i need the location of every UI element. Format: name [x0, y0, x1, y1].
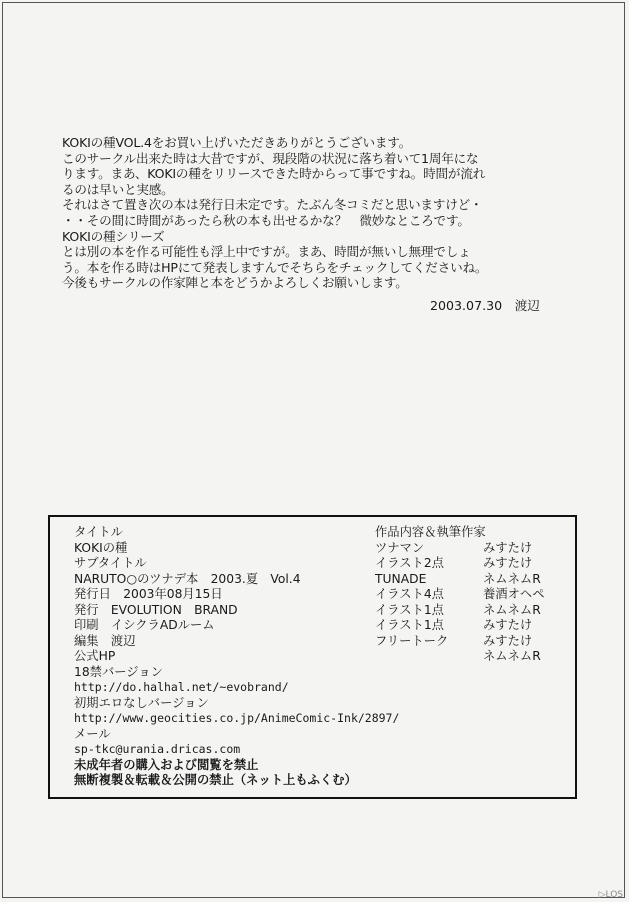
afterword-text — [62, 135, 562, 291]
credit-row — [375, 603, 575, 619]
mail-label: メール — [74, 726, 111, 741]
afterword-line: KOKIの種シリーズ — [62, 228, 165, 244]
credit-row — [375, 556, 575, 572]
notice-minors: 未成年者の購入および閲覧を禁止 — [74, 757, 259, 772]
credit-role: イラスト1点 — [375, 602, 444, 617]
credits-header: 作品内容＆執筆作家 — [375, 525, 486, 539]
book-title: KOKIの種 — [74, 540, 128, 555]
credit-row — [375, 572, 575, 588]
publisher: 発行 EVOLUTION BRAND — [74, 602, 238, 617]
afterword-line: るのは早いと実感。 — [62, 181, 174, 197]
credit-name: みすたけ — [483, 633, 533, 648]
afterword-line: KOKIの種VOL.4をお買い上げいただきありがとうございます。 — [62, 135, 412, 150]
editor: 編集 渡辺 — [74, 633, 136, 648]
issue-date: 発行日 2003年08月15日 — [74, 587, 223, 601]
afterword-line: とは別の本を作る可能性も浮上中ですが。まあ、時間が無いし無理でしょ — [62, 244, 471, 260]
credit-row — [375, 634, 575, 650]
subtitle-label: サブタイトル — [74, 556, 147, 570]
credit-role: TUNADE — [375, 571, 427, 586]
credits-list — [375, 525, 575, 665]
credit-role — [375, 649, 483, 665]
title-label: タイトル — [74, 525, 123, 539]
credit-name: ネムネムR — [483, 571, 541, 586]
credit-name: 養酒オヘペ — [483, 587, 545, 601]
colophon-info — [74, 525, 404, 789]
afterword-line: ります。まあ、KOKIの種をリリースできた時からって事ですね。時間が流れ — [62, 166, 486, 182]
credit-role: ツナマン — [375, 540, 425, 555]
credit-name: みすたけ — [483, 618, 533, 632]
credit-row — [375, 649, 575, 665]
afterword-line: このサークル出来た時は大昔ですが、現段階の状況に落ち着いて1周年にな — [62, 150, 479, 166]
credit-role: イラスト4点 — [375, 587, 444, 601]
afterword-line: ・・その間に時間があったら秋の本も出せるかな？ 微妙なところです。 — [62, 212, 470, 228]
allages-url[interactable]: http://www.geocities.co.jp/AnimeComic-Ink/2897/ — [74, 711, 400, 725]
afterword-signature: 2003.07.30 渡辺 — [430, 298, 540, 313]
credit-name: ネムネムR — [483, 602, 541, 617]
watermark-logo: ▷LOS — [598, 890, 623, 900]
credit-row — [375, 618, 575, 634]
book-subtitle: NARUTO○のツナデ本 2003.夏 Vol.4 — [74, 571, 301, 586]
credit-role: イラスト1点 — [375, 618, 444, 632]
credit-name: みすたけ — [483, 556, 533, 570]
colophon-box — [48, 515, 577, 799]
credit-role: フリートーク — [375, 633, 449, 648]
credit-name: みすたけ — [483, 540, 533, 555]
printer: 印刷 イシクラADルーム — [74, 618, 215, 632]
credit-name: ネムネムR — [483, 649, 541, 663]
credit-role: イラスト2点 — [375, 556, 444, 570]
afterword-line: う。本を作る時はHPにて発表しますんでそちらをチェックしてくださいね。 — [62, 259, 488, 275]
adult-url[interactable]: http://do.halhal.net/~evobrand/ — [74, 680, 289, 694]
afterword-line: それはさて置き次の本は発行日未定です。たぶん冬コミだと思いますけど・ — [62, 197, 483, 213]
credit-row — [375, 541, 575, 557]
notice-copyright: 無断複製＆転載＆公開の禁止（ネット上もふくむ） — [74, 773, 357, 787]
afterword-line: 今後もサークルの作家陣と本をどうかよろしくお願いします。 — [62, 275, 408, 291]
official-hp-label: 公式HP — [74, 649, 116, 663]
credit-row — [375, 587, 575, 603]
mail-address[interactable]: sp-tkc@urania.dricas.com — [74, 742, 241, 756]
adult-version-label: 18禁バージョン — [74, 664, 163, 679]
allages-version-label: 初期エロなしバージョン — [74, 695, 209, 710]
